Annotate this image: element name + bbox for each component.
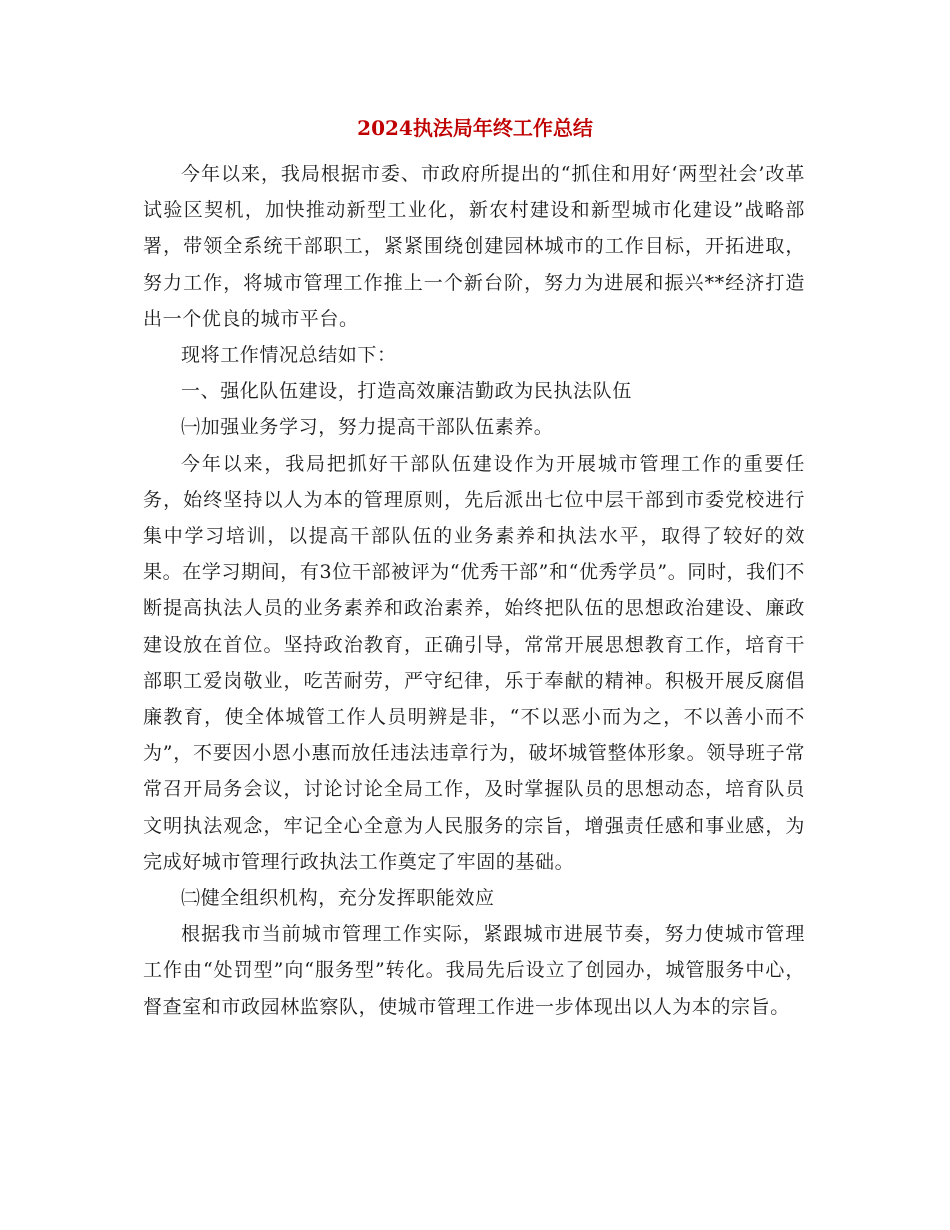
paragraph-intro: 今年以来，我局根据市委、市政府所提出的“抓住和用好‘两型社会’改革试验区契机，加快推动新型工业化，新农村建设和新型城市化建设”战略部署，带领全系统干部职工，紧紧围绕创建园林城市的工作目标，开拓进取，努力工作，将城市管理工作推上一个新台阶，努力为进展和振兴**经济打造出一个优良的城市平台。 <box>143 163 805 330</box>
subsection-heading-1: ㈠加强业务学习，努力提高干部队伍素养。 <box>181 416 554 439</box>
document-title: 2024执法局年终工作总结 <box>357 116 593 140</box>
paragraph-organization: 根据我市当前城市管理工作实际，紧跟城市进展节奏，努力使城市管理工作由“处罚型”向“服务型”转化。我局先后设立了创园办，城管服务中心，督查室和市政园林监察队，使城市管理工作进一步体现出以人为本的宗旨。 <box>143 923 805 1018</box>
section-heading-1: 一、强化队伍建设，打造高效廉洁勤政为民执法队伍 <box>181 380 632 403</box>
paragraph-training: 今年以来，我局把抓好干部队伍建设作为开展城市管理工作的重要任务，始终坚持以人为本的管理原则，先后派出七位中层干部到市委党校进行集中学习培训，以提高干部队伍的业务素养和执法水平，取得了较好的效果。在学习期间，有3位干部被评为“优秀干部”和“优秀学员”。同时，我们不断提高执法人员的业务素养和政治素养，始终把队伍的思想政治建设、廉政建设放在首位。坚持政治教育，正确引导，常常开展思想教育工作，培育干部职工爱岗敬业，吃苦耐劳，严守纪律，乐于奉献的精神。积极开展反腐倡廉教育，使全体城管工作人员明辨是非，“不以恶小而为之，不以善小而不为”，不要因小恩小惠而放任违法违章行为，破坏城管整体形象。领导班子常常召开局务会议，讨论讨论全局工作，及时掌握队员的思想动态，培育队员文明执法观念，牢记全心全意为人民服务的宗旨，增强责任感和事业感，为完成好城市管理行政执法工作奠定了牢固的基础。 <box>143 452 805 873</box>
document-body <box>143 156 805 1025</box>
subsection-heading-2: ㈡健全组织机构，充分发挥职能效应 <box>181 887 495 910</box>
paragraph-summary-lead: 现将工作情况总结如下： <box>181 344 397 367</box>
